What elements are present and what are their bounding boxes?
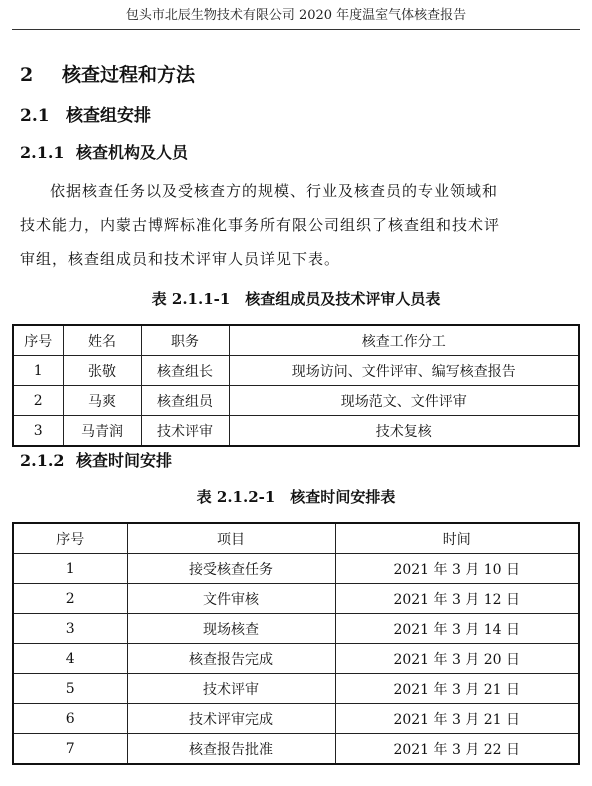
- table-row: [13, 584, 579, 614]
- table-cell: 2021 年 3 月 21 日: [335, 704, 579, 734]
- table-row: [13, 734, 579, 765]
- table-cell: 技术复核: [229, 416, 579, 447]
- table-cell: 3: [13, 416, 63, 447]
- table-cell: 核查报告批准: [127, 734, 335, 765]
- column-header: 姓名: [63, 325, 141, 356]
- subsection-heading: [20, 104, 151, 128]
- table-cell: 2: [13, 584, 127, 614]
- paragraph-line: 审组，核查组成员和技术评审人员详见下表。: [20, 250, 341, 268]
- column-header: 核查工作分工: [229, 325, 579, 356]
- table-row: [13, 356, 579, 386]
- column-header: 序号: [13, 523, 127, 554]
- table-cell: 2021 年 3 月 12 日: [335, 584, 579, 614]
- table-row: [13, 386, 579, 416]
- subsubsection-heading-2: [20, 450, 172, 472]
- table-cell: 现场范文、文件评审: [229, 386, 579, 416]
- running-header: 包头市北辰生物技术有限公司 2020 年度温室气体核查报告: [12, 6, 580, 30]
- table-row: [13, 704, 579, 734]
- paragraph-line: 技术能力，内蒙古博辉标准化事务所有限公司组织了核查组和技术评: [20, 216, 501, 234]
- table-cell: 马青润: [63, 416, 141, 447]
- table-cell: 技术评审: [127, 674, 335, 704]
- table-cell: 核查报告完成: [127, 644, 335, 674]
- table-cell: 1: [13, 554, 127, 584]
- subsubsection-number: 2.1.2: [20, 451, 65, 470]
- table-cell: 文件审核: [127, 584, 335, 614]
- table-cell: 2021 年 3 月 21 日: [335, 674, 579, 704]
- subsection-number: 2.1: [20, 106, 50, 126]
- table-cell: 4: [13, 644, 127, 674]
- table-cell: 马爽: [63, 386, 141, 416]
- table-header-row: [13, 325, 579, 356]
- subsubsection-heading-1: [20, 142, 188, 164]
- table-cell: 2021 年 3 月 22 日: [335, 734, 579, 765]
- subsection-title: 核查组安排: [66, 106, 151, 126]
- table-row: [13, 554, 579, 584]
- table-cell: 现场核查: [127, 614, 335, 644]
- table-cell: 技术评审完成: [127, 704, 335, 734]
- table-cell: 2021 年 3 月 10 日: [335, 554, 579, 584]
- table-cell: 6: [13, 704, 127, 734]
- paragraph-line: 依据核查任务以及受核查方的规模、行业及核查员的专业领域和: [50, 182, 499, 200]
- table-cell: 7: [13, 734, 127, 765]
- table-cell: 1: [13, 356, 63, 386]
- table2-caption: 表 2.1.2-1 核查时间安排表: [196, 488, 396, 506]
- table-cell: 3: [13, 614, 127, 644]
- column-header: 职务: [141, 325, 229, 356]
- table-cell: 2021 年 3 月 14 日: [335, 614, 579, 644]
- table-cell: 核查组员: [141, 386, 229, 416]
- table-cell: 2021 年 3 月 20 日: [335, 644, 579, 674]
- table-row: [13, 674, 579, 704]
- subsubsection-title: 核查机构及人员: [76, 143, 189, 162]
- table-cell: 技术评审: [141, 416, 229, 447]
- column-header: 项目: [127, 523, 335, 554]
- section-heading: [20, 62, 195, 88]
- table-header-row: [13, 523, 579, 554]
- table-cell: 张敬: [63, 356, 141, 386]
- column-header: 序号: [13, 325, 63, 356]
- column-header: 时间: [335, 523, 579, 554]
- table-row: [13, 644, 579, 674]
- schedule-table: [12, 522, 580, 765]
- subsubsection-number: 2.1.1: [20, 143, 65, 162]
- table-cell: 接受核查任务: [127, 554, 335, 584]
- table-row: [13, 614, 579, 644]
- table-cell: 5: [13, 674, 127, 704]
- table-row: [13, 416, 579, 447]
- section-number: 2: [20, 64, 34, 86]
- section-title: 核查过程和方法: [62, 64, 196, 86]
- subsubsection-title: 核查时间安排: [76, 451, 173, 470]
- table-cell: 核查组长: [141, 356, 229, 386]
- table-cell: 现场访问、文件评审、编写核查报告: [229, 356, 579, 386]
- table-cell: 2: [13, 386, 63, 416]
- team-members-table: [12, 324, 580, 447]
- body-paragraph: [20, 174, 576, 276]
- table1-caption: 表 2.1.1-1 核查组成员及技术评审人员表: [151, 290, 441, 308]
